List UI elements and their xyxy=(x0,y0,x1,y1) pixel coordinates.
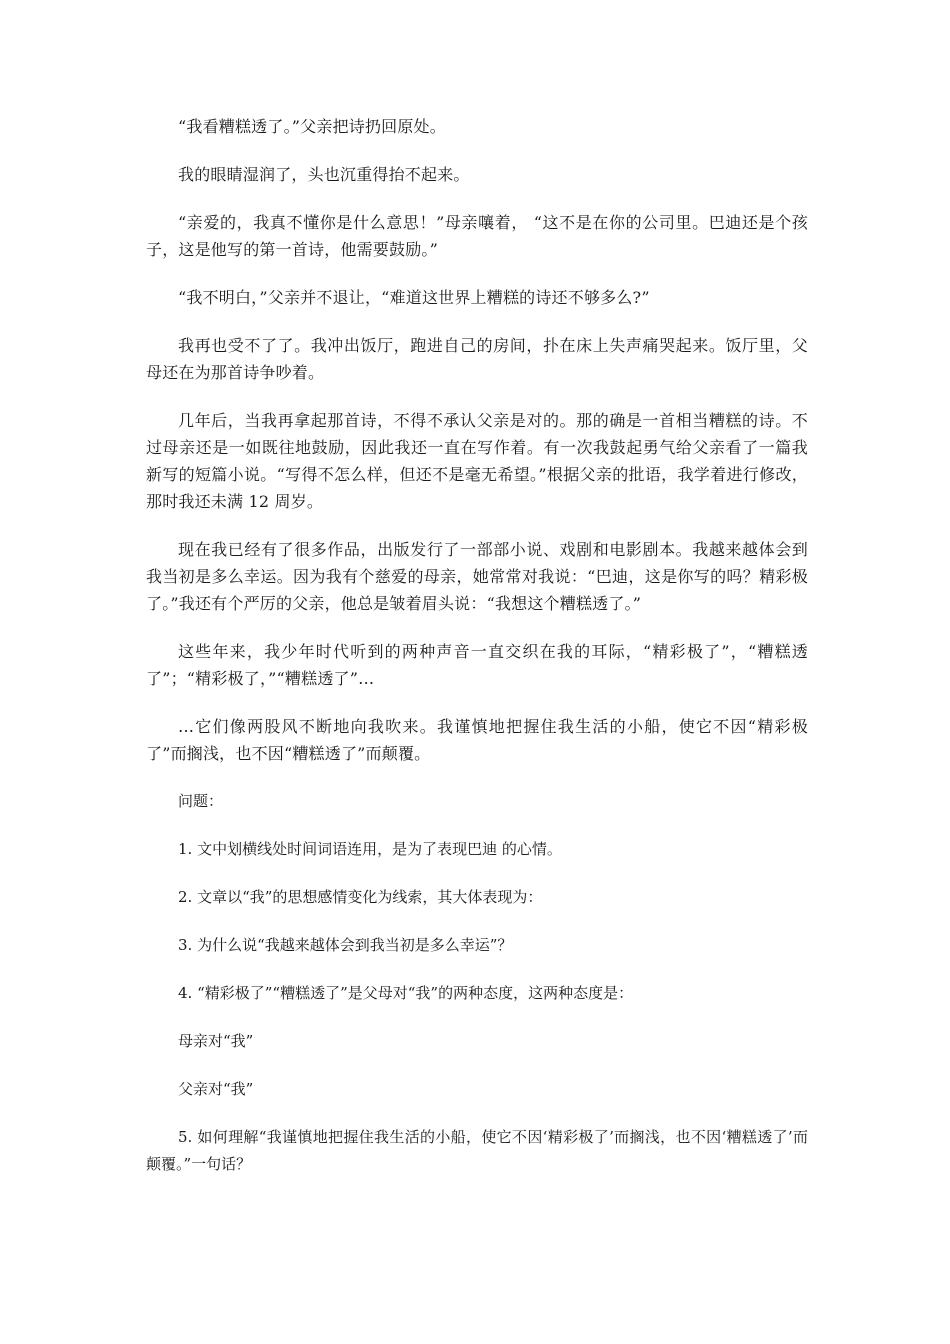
document-page xyxy=(146,113,808,1199)
story-paragraph-2: 我的眼睛湿润了，头也沉重得抬不起来。 xyxy=(178,165,470,184)
story-paragraph-9: …它们像两股风不断地向我吹来。我谨慎地把握住我生活的小船，使它不因“精彩极了”而搁浅，也不因“糟糕透了”而颠覆。 xyxy=(146,717,808,763)
story-paragraph-5: 我再也受不了了。我冲出饭厅，跑进自己的房间，扑在床上失声痛哭起来。饭厅里，父母还在为那首诗争吵着。 xyxy=(146,336,808,382)
question-4-father-line: 父亲对“我” xyxy=(178,1080,254,1098)
story-paragraph-6: 几年后，当我再拿起那首诗，不得不承认父亲是对的。那的确是一首相当糟糕的诗。不过母亲还是一如既往地鼓励，因此我还一直在写作着。有一次我鼓起勇气给父亲看了一篇我新写的短篇小说。“写得不怎么样，但还不是毫无希望。”根据父亲的批语，我学着进行修改，那时我还未满 12 周岁。 xyxy=(146,411,808,511)
story-paragraph-1: “我看糟糕透了。”父亲把诗扔回原处。 xyxy=(178,117,446,136)
question-5: 5. 如何理解“我谨慎地把握住我生活的小船，使它不因‘精彩极了’而搁浅，也不因‘糟糕透了’而颠覆。”一句话？ xyxy=(146,1128,808,1173)
questions-heading: 问题： xyxy=(178,792,224,810)
question-4-mother-line: 母亲对“我” xyxy=(178,1032,254,1050)
question-4: 4. “精彩极了”“糟糕透了”是父母对“我”的两种态度，这两种态度是： xyxy=(178,984,634,1002)
question-2: 2. 文章以“我”的思想感情变化为线索，其大体表现为： xyxy=(178,888,543,906)
story-paragraph-4: “我不明白，”父亲并不退让，“难道这世界上糟糕的诗还不够多么?” xyxy=(178,288,650,307)
story-paragraph-3: “亲爱的，我真不懂你是什么意思！”母亲嚷着， “这不是在你的公司里。巴迪还是个孩子，这是他写的第一首诗，他需要鼓励。” xyxy=(146,213,808,259)
question-3: 3. 为什么说“我越来越体会到我当初是多么幸运”？ xyxy=(178,936,513,954)
story-paragraph-8: 这些年来，我少年时代听到的两种声音一直交织在我的耳际，“精彩极了”，“糟糕透了”；“精彩极了，”“糟糕透了”… xyxy=(146,642,808,688)
question-1: 1. 文中划横线处时间词语连用，是为了表现巴迪 的心情。 xyxy=(178,840,562,858)
story-paragraph-7: 现在我已经有了很多作品，出版发行了一部部小说、戏剧和电影剧本。我越来越体会到我当初是多么幸运。因为我有个慈爱的母亲，她常常对我说：“巴迪，这是你写的吗？精彩极了。”我还有个严厉的父亲，他总是皱着眉头说：“我想这个糟糕透了。” xyxy=(146,540,808,613)
